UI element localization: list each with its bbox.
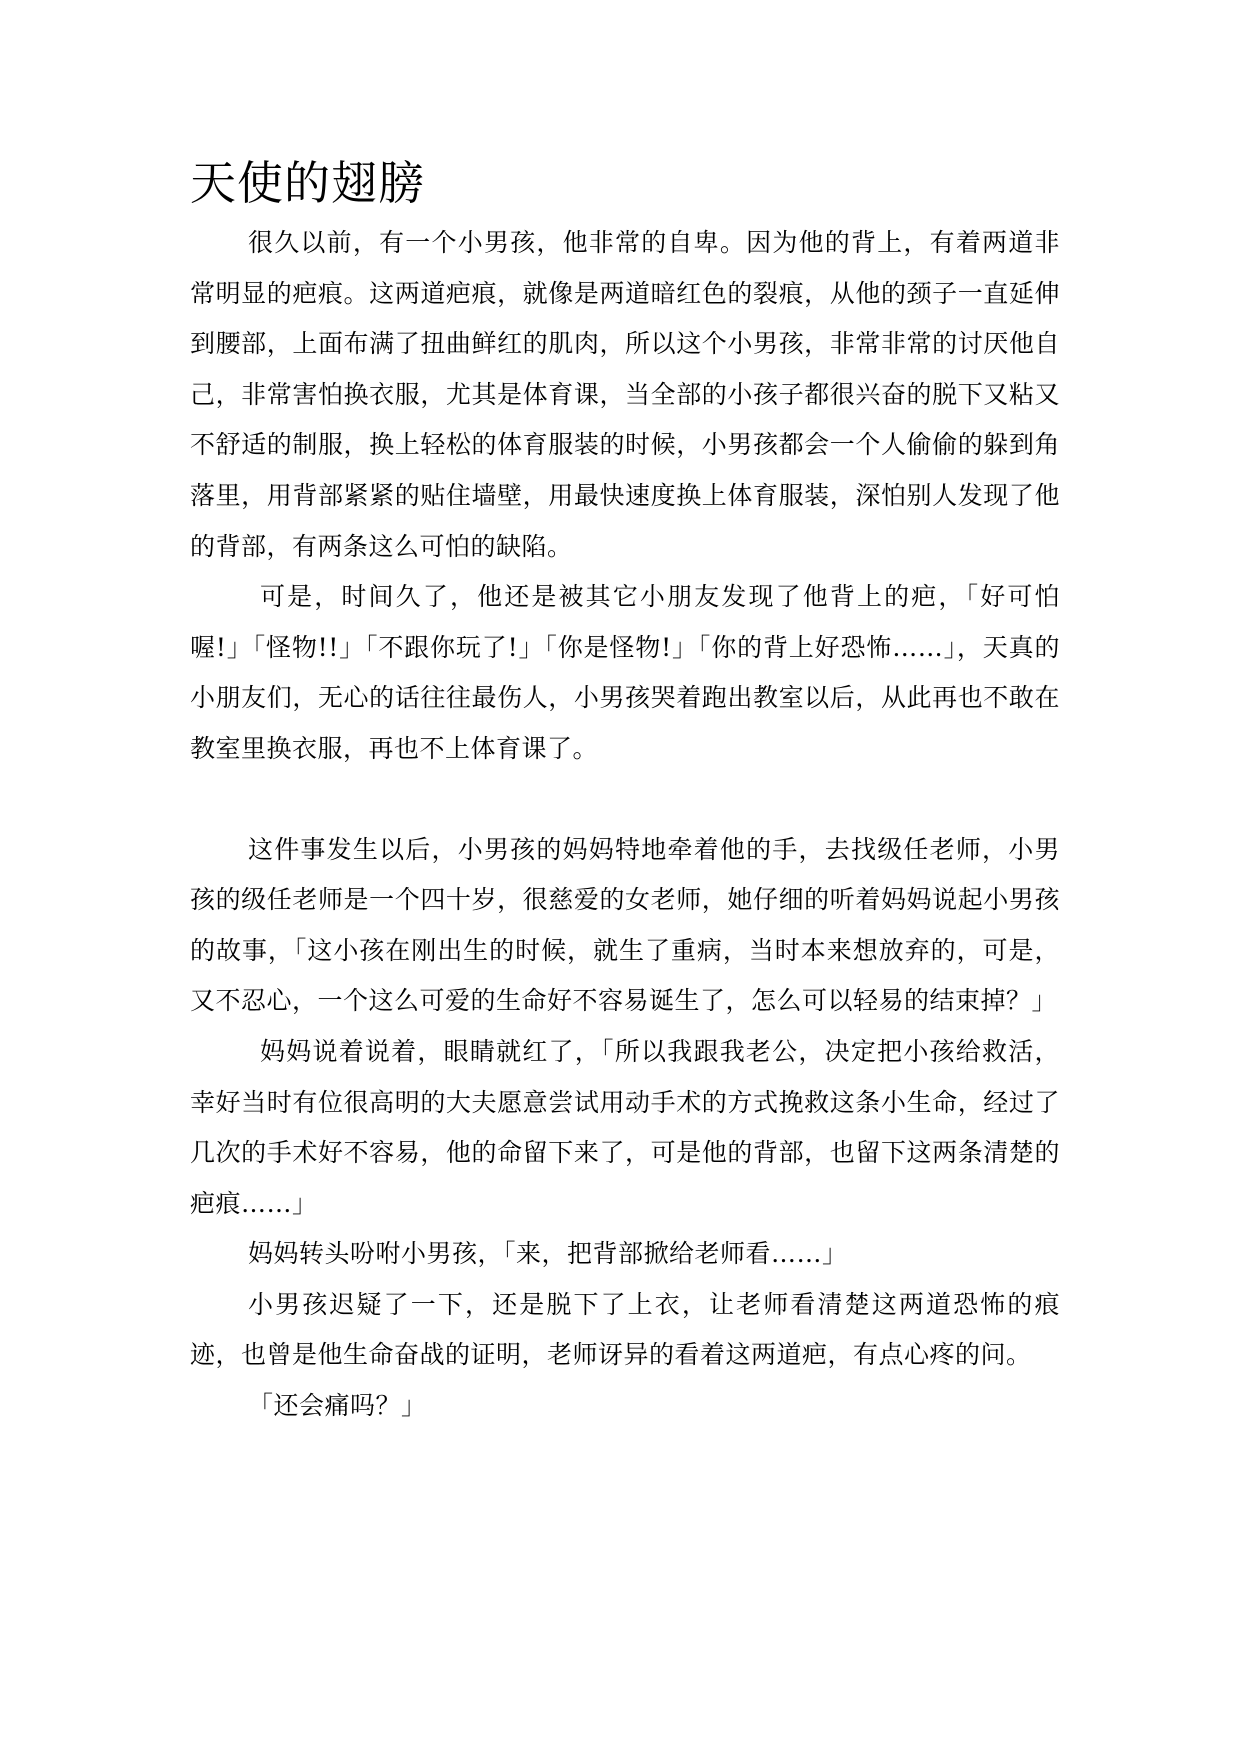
paragraph: 这件事发生以后，小男孩的妈妈特地牵着他的手，去找级任老师，小男孩的级任老师是一个四十岁，很慈爱的女老师，她仔细的听着妈妈说起小男孩的故事，「这小孩在刚出生的时候，就生了重病，当时本来想放弃的，可是，又不忍心，一个这么可爱的生命好不容易诞生了，怎么可以轻易的结束掉？」 [190, 834, 1060, 1016]
paragraph: 妈妈转头吩咐小男孩，「来，把背部掀给老师看……」 [248, 1239, 848, 1269]
document-title: 天使的翅膀 [190, 156, 425, 210]
paragraph: 「还会痛吗？」 [248, 1391, 427, 1421]
paragraph: 可是，时间久了，他还是被其它小朋友发现了他背上的疤，「好可怕喔!」「怪物!!」「不跟你玩了!」「你是怪物!」「你的背上好恐怖……」，天真的小朋友们，无心的话往往最伤人，小男孩哭着跑出教室以后，从此再也不敢在教室里换衣服，再也不上体育课了。 [190, 582, 1060, 763]
paragraph: 很久以前，有一个小男孩，他非常的自卑。因为他的背上，有着两道非常明显的疤痕。这两道疤痕，就像是两道暗红色的裂痕，从他的颈子一直延伸到腰部，上面布满了扭曲鲜红的肌肉，所以这个小男孩，非常非常的讨厌他自己，非常害怕换衣服，尤其是体育课，当全部的小孩子都很兴奋的脱下又粘又不舒适的制服，换上轻松的体育服装的时候，小男孩都会一个人偷偷的躲到角落里，用背部紧紧的贴住墙壁，用最快速度换上体育服装，深怕别人发现了他的背部，有两条这么可怕的缺陷。 [190, 228, 1060, 561]
paragraph: 妈妈说着说着，眼睛就红了，「所以我跟我老公，决定把小孩给救活，幸好当时有位很高明的大夫愿意尝试用动手术的方式挽救这条小生命，经过了几次的手术好不容易，他的命留下来了，可是他的背部，也留下这两条清楚的疤痕……」 [190, 1036, 1060, 1218]
paragraph-gap [190, 775, 1060, 825]
paragraph: 小男孩迟疑了一下，还是脱下了上衣，让老师看清楚这两道恐怖的痕迹，也曾是他生命奋战的证明，老师讶异的看着这两道疤，有点心疼的问。 [190, 1289, 1060, 1370]
document-page [190, 150, 1060, 1432]
